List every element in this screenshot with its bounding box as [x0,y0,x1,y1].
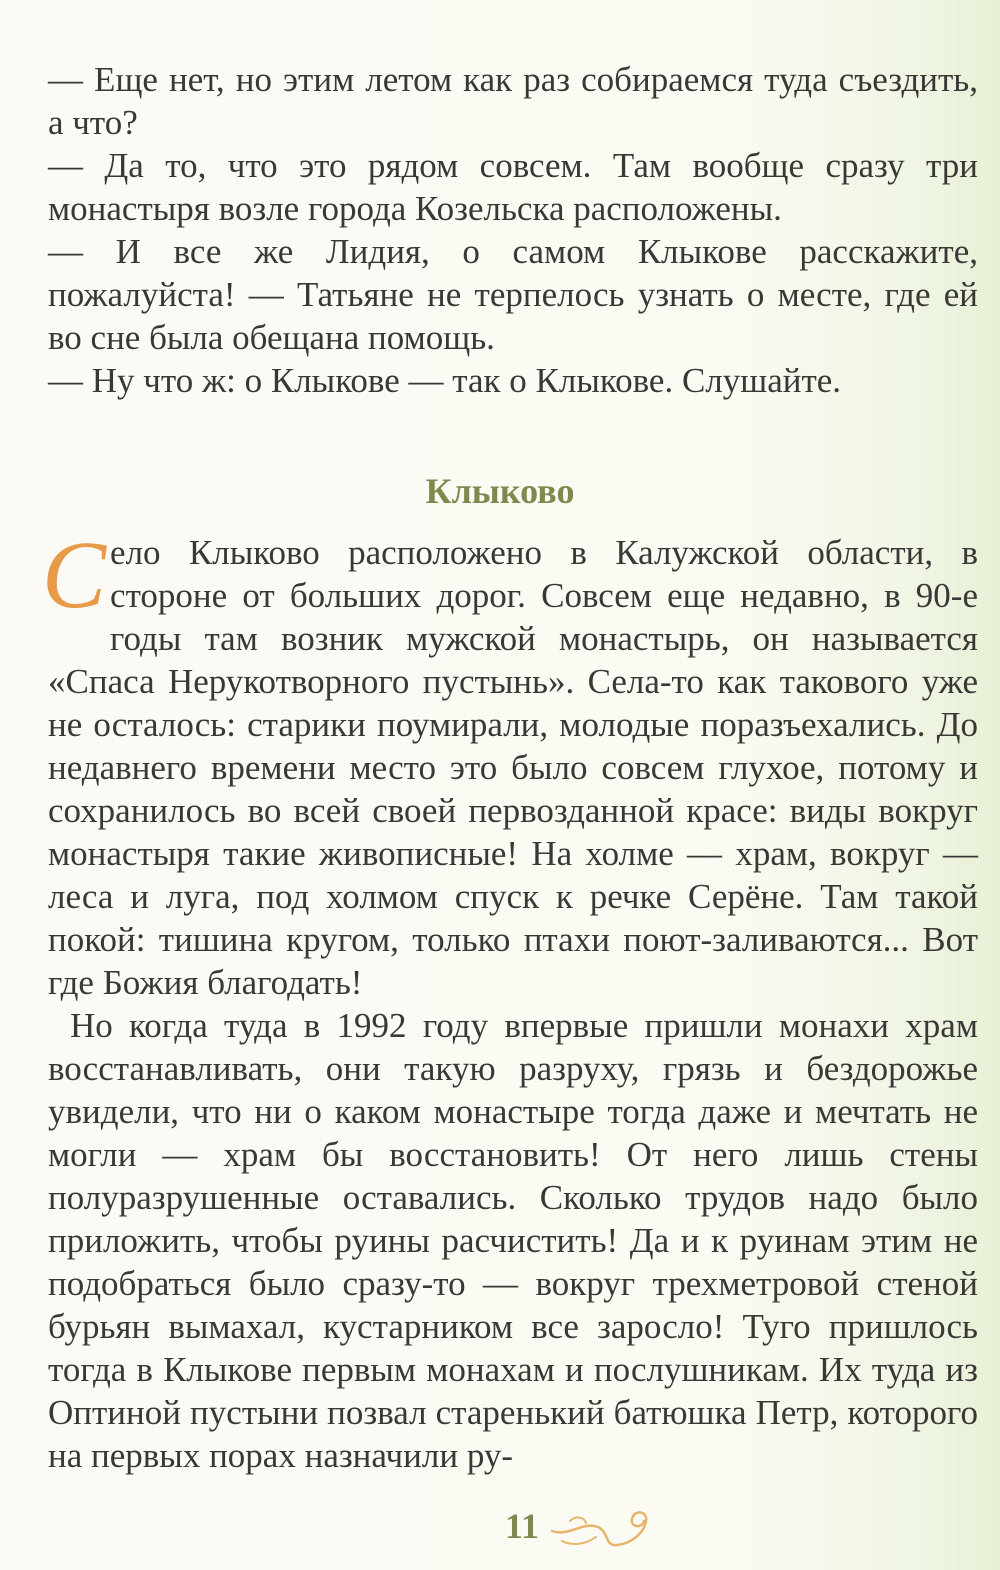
dialogue-paragraph-4: — Ну что ж: о Клыкове — так о Клыкове. Слушайте. [48,361,842,400]
section-paragraph-1 [42,521,978,1004]
section-paragraph-2: Но когда туда в 1992 году впервые пришли монахи храм восстанавливать, они такую разруху, грязь и бездорожье увидели, что ни о каком монастыре тогда даже и мечтать не могли — храм бы восстановить! От него лишь стены полуразрушенные оставались. Сколько трудов надо было приложить, чтобы руины расчистить! Да и к руинам этим не подобраться было сразу-то — вокруг трехметровой стеной бурьян вымахал, кустарником все заросло! Туго пришлось тогда в Клыкове первым монахам и послушникам. Их туда из Оптиной пустыни позвал старенький батюшка Петр, которого на первых порах назначили ру- [48,1006,978,1475]
flourish-ornament-icon [548,1507,658,1557]
dialogue-paragraph-3: — И все же Лидия, о самом Клыкове расскажите, пожалуйста! — Татьяне не терпелось узнать о месте, где ей во сне была обещана помощь. [48,232,978,357]
drop-cap-letter: С [42,521,107,628]
section-paragraph-1-text: ело Клыково расположено в Калужской области, в стороне от больших дорог. Совсем еще недавно, в 90-е годы там возник мужской монастырь, он называется «Спаса Нерукотворного пустынь». Села-то как такового уже не осталось: старики поумирали, молодые поразъехались. До недавнего времени место это было совсем глухое, потому и сохранилось во всей своей первозданной красе: виды вокруг монастыря такие живописные! На холме — храм, вокруг — леса и луга, под холмом спуск к речке Серёне. Там такой покой: тишина кругом, только птахи поют-заливаются... Вот где Божия благодать! [48,533,978,1002]
dialogue-paragraph-2: — Да то, что это рядом совсем. Там вообще сразу три монастыря возле города Козельска расположены. [48,146,978,228]
section-heading: Клыково [425,471,575,511]
page-number: 11 [505,1506,540,1546]
dialogue-paragraph-1: — Еще нет, но этим летом как раз собираемся туда съездить, а что? [48,60,978,142]
